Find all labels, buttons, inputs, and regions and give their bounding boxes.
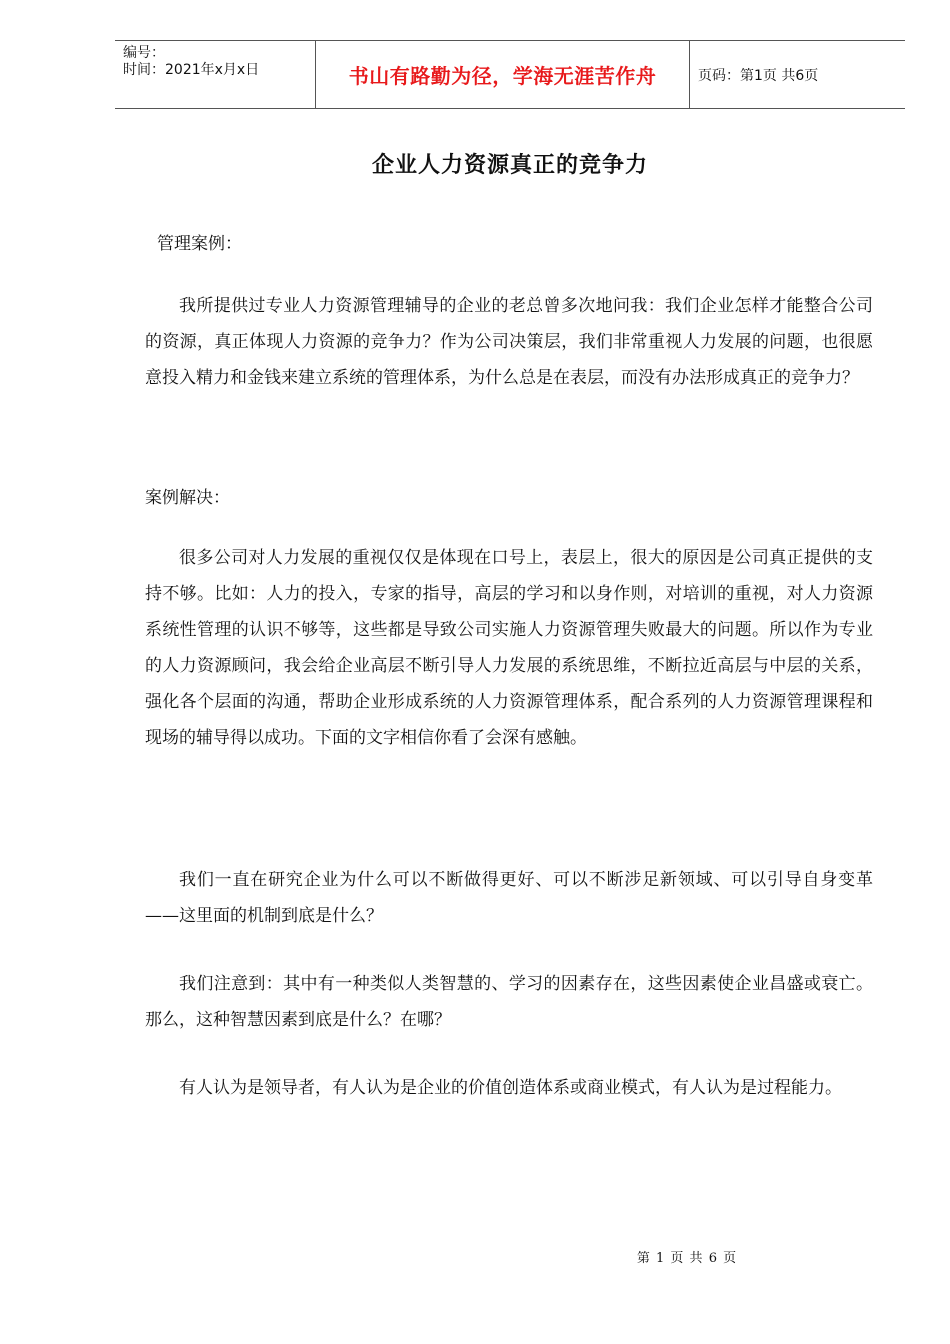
header-page-number: 页码：第1页 共6页 (698, 67, 819, 84)
case-label: 管理案例： (157, 234, 242, 254)
case-paragraph: 我所提供过专业人力资源管理辅导的企业的老总曾多次地问我：我们企业怎样才能整合公司的资源，真正体现人力资源的竞争力？作为公司决策层，我们非常重视人力发展的问题，也很愿意投入精力和金钱来建立系统的管理体系，为什么总是在表层，而没有办法形成真正的竞争力？ (145, 296, 873, 388)
document-number: 编号： (123, 45, 165, 61)
opinions-paragraph: 有人认为是领导者，有人认为是企业的价值创造体系或商业模式，有人认为是过程能力。 (179, 1078, 842, 1098)
solution-paragraph: 很多公司对人力发展的重视仅仅是体现在口号上，表层上，很大的原因是公司真正提供的支持不够。比如：人力的投入，专家的指导，高层的学习和以身作则，对培训的重视，对人力资源系统性管理的认识不够等，这些都是导致公司实施人力资源管理失败最大的问题。所以作为专业的人力资源顾问，我会给企业高层不断引导人力发展的系统思维，不断拉近高层与中层的关系，强化各个层面的沟通，帮助企业形成系统的人力资源管理体系，配合系列的人力资源管理课程和现场的辅导得以成功。下面的文字相信你看了会深有感触。 (145, 548, 873, 748)
research-paragraph: 我们一直在研究企业为什么可以不断做得更好、可以不断涉足新领域、可以引导自身变革——这里面的机制到底是什么？ (145, 870, 873, 926)
header-page-cell (690, 41, 905, 108)
header-meta (115, 41, 316, 108)
document-date: 时间：2021年x月x日 (123, 62, 260, 78)
page-footer: 第 1 页 共 6 页 (636, 1251, 738, 1266)
header-motto-cell (316, 41, 690, 108)
page-header (115, 40, 905, 109)
solution-label: 案例解决： (145, 488, 230, 508)
notice-paragraph: 我们注意到：其中有一种类似人类智慧的、学习的因素存在，这些因素使企业昌盛或衰亡。那么，这种智慧因素到底是什么？在哪？ (145, 974, 873, 1030)
document-title: 企业人力资源真正的竞争力 (371, 152, 648, 178)
header-motto: 书山有路勤为径，学海无涯苦作舟 (348, 64, 657, 88)
